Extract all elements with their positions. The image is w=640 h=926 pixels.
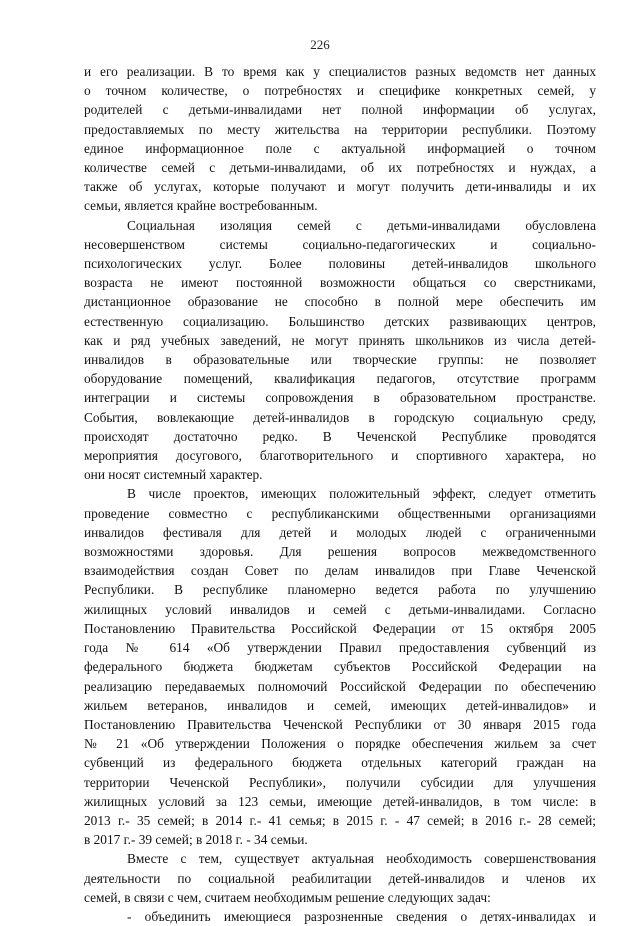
text-line: территории Чеченской Республики», получили субсидии для улучшения xyxy=(84,774,596,790)
text-line: Республики. В республике планомерно ведется работа по улучшению xyxy=(84,582,596,598)
text-line: - объединить имеющиеся разрозненные сведения о детях-инвалидах и xyxy=(127,908,596,924)
text-line: интеграции и системы сопровождения в образовательном пространстве. xyxy=(84,390,596,406)
text-line: федерального бюджета бюджетам субъектов Российской Федерации на xyxy=(84,659,596,675)
body-text xyxy=(84,62,596,926)
text-line: № 21 «Об утверждении Положения о порядке обеспечения жильем за счет xyxy=(84,736,596,752)
text-line: возраста не имеют постоянной возможности общаться со сверстниками, xyxy=(84,275,596,291)
text-line: деятельности по социальной реабилитации детей-инвалидов и членов их xyxy=(84,870,596,886)
text-line: жилищных условий за 123 семьи, имеющие детей-инвалидов, в том числе: в xyxy=(84,793,596,809)
text-line: семьи, является крайне востребованным. xyxy=(84,198,318,214)
text-line: в 2017 г.- 39 семей; в 2018 г. - 34 семьи. xyxy=(84,832,308,848)
text-line: инвалидов фестиваля для детей и молодых людей с ограниченными xyxy=(84,524,596,540)
text-line: дистанционное образование не способно в полной мере обеспечить им xyxy=(84,294,596,310)
text-line: количестве семей с детьми-инвалидами, об их потребностях и нуждах, а xyxy=(84,160,596,176)
text-line: 2013 г.- 35 семей; в 2014 г.- 41 семья; в 2015 г. - 47 семей; в 2016 г.- 28 семей; xyxy=(84,812,596,828)
text-line: взаимодействия создан Совет по делам инвалидов при Главе Чеченской xyxy=(84,563,596,579)
text-line: возможностями здоровья. Для решения вопросов межведомственного xyxy=(84,544,596,560)
text-line: также об услугах, которые получают и могут получить дети-инвалиды и их xyxy=(84,179,596,195)
text-line: и его реализации. В то время как у специалистов разных ведомств нет данных xyxy=(84,64,596,79)
text-line: проведение совместно с республиканскими общественными организациями xyxy=(84,505,596,521)
text-line: года № 614 «Об утверждении Правил предоставления субвенций из xyxy=(84,640,596,656)
text-line: семей, в связи с чем, считаем необходимым решение следующих задач: xyxy=(84,889,491,905)
text-line: жильем ветеранов, инвалидов и семей, имеющих детей-инвалидов» и xyxy=(84,697,596,713)
text-line: Социальная изоляция семей с детьми-инвалидами обусловлена xyxy=(127,217,596,233)
text-line: единое информационное поле с актуальной информацией о точном xyxy=(84,140,596,156)
text-line: предоставляемых по месту жительства на территории республики. Поэтому xyxy=(84,121,596,137)
text-line: мероприятия досугового, благотворительного и спортивного характера, но xyxy=(84,448,596,464)
text-line: родителей с детьми-инвалидами нет полной информации об услугах, xyxy=(84,102,596,118)
text-line: оборудование помещений, квалификация педагогов, отсутствие программ xyxy=(84,371,596,387)
text-line: как и ряд учебных заведений, не могут принять школьников из числа детей- xyxy=(84,332,596,348)
text-line: субвенций из федерального бюджета отдельных категорий граждан на xyxy=(84,755,596,771)
text-line: они носят системный характер. xyxy=(84,467,263,483)
text-line: о точном количестве, о потребностях и специфике конкретных семей, у xyxy=(84,83,596,99)
text-line: инвалидов в образовательные или творческие группы: не позволяет xyxy=(84,352,596,368)
text-line: реализацию передаваемых полномочий Российской Федерации по обеспечению xyxy=(84,678,596,694)
page-number: 226 xyxy=(310,37,330,52)
text-line: Постановлению Правительства Российской Федерации от 15 октября 2005 xyxy=(84,620,596,636)
text-line: происходят достаточно редко. В Чеченской Республике проводятся xyxy=(84,428,596,444)
text-line: жилищных условий инвалидов и семей с детьми-инвалидами. Согласно xyxy=(84,601,596,617)
text-line: В числе проектов, имеющих положительный эффект, следует отметить xyxy=(127,486,596,502)
text-line: События, вовлекающие детей-инвалидов в городскую социальную среду, xyxy=(84,409,596,425)
text-line: естественную социализацию. Большинство детских развивающих центров, xyxy=(84,313,596,329)
text-line: несовершенством системы социально-педагогических и социально- xyxy=(84,236,596,252)
text-line: психологических услуг. Более половины детей-инвалидов школьного xyxy=(84,256,596,272)
text-line: Постановлению Правительства Чеченской Республики от 30 января 2015 года xyxy=(84,716,596,732)
text-line: Вместе с тем, существует актуальная необходимость совершенствования xyxy=(127,851,596,867)
